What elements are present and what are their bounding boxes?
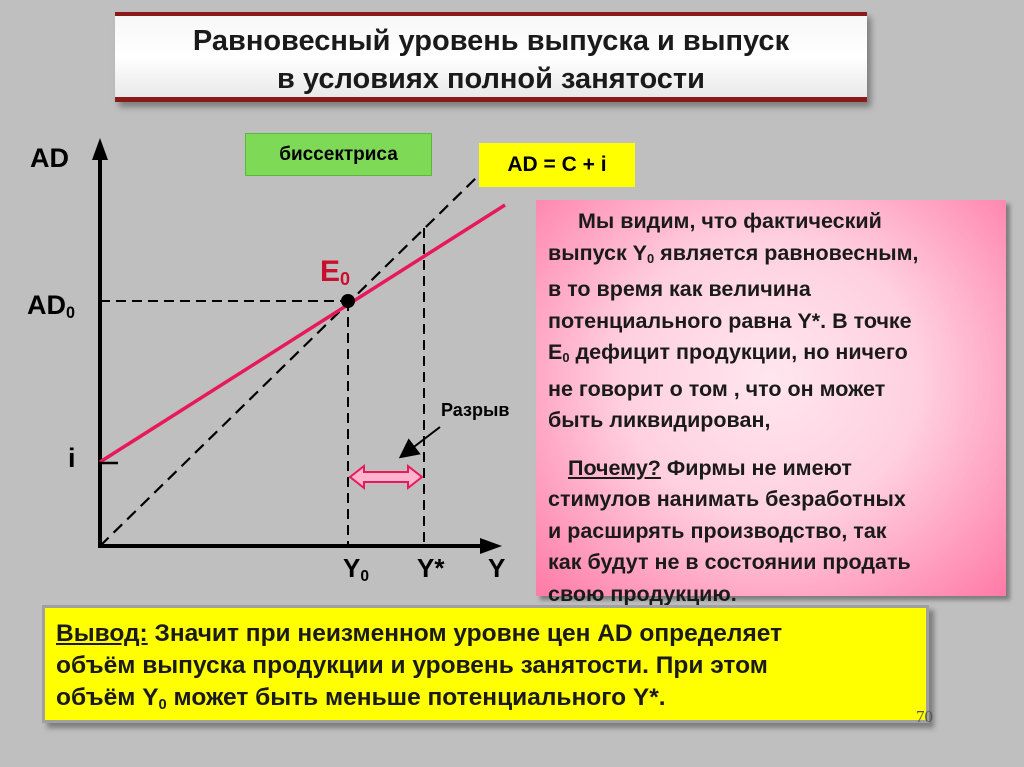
conclusion-label: Вывод: [56, 620, 148, 647]
explanation-line: быть ликвидирован, [548, 408, 771, 432]
explanation-line: свою продукцию. [548, 581, 737, 606]
gap-double-arrow [350, 466, 422, 488]
title-line-1: Равновесный уровень выпуска и выпуск [192, 25, 790, 57]
equilibrium-label-sub: 0 [340, 269, 351, 289]
explanation-box [536, 200, 1006, 606]
ad-line [100, 205, 505, 462]
conclusion-box [42, 605, 929, 723]
bisector-line [100, 176, 478, 546]
gap-pointer-arrow [402, 427, 440, 456]
y0-label [343, 553, 369, 586]
explanation-text: Фирмы не имеют [660, 455, 852, 480]
explanation-line: и расширять производство, так [548, 518, 887, 543]
bisector-tag: биссектриса [245, 133, 432, 176]
x-axis-label: Y [488, 553, 506, 583]
conclusion-line-2: объём выпуска продукции и уровень занятости. При этом [56, 652, 768, 679]
equilibrium-label [320, 255, 350, 290]
explanation-text: дефицит продукции, но ничего [569, 340, 908, 364]
question-word: Почему? [568, 455, 661, 480]
explanation-sub: 0 [647, 250, 655, 266]
conclusion-text: объём Y [56, 684, 159, 711]
y-axis-arrowhead [92, 138, 108, 160]
ad-line-tag: AD = C + i [479, 143, 635, 187]
explanation-line: стимулов нанимать безработных [548, 487, 906, 511]
ad0-label [27, 290, 75, 323]
conclusion-line-3 [56, 682, 926, 721]
explanation-line: Мы видим, что фактический [578, 209, 882, 233]
page-number: 70 [916, 707, 933, 726]
explanation-text: E [548, 340, 563, 364]
y0-label-main: Y [343, 553, 361, 583]
ystar-label: Y* [417, 553, 445, 583]
explanation-line: потенциального равна Y*. В точке [548, 308, 912, 333]
title-line-2: в условиях полной занятости [277, 63, 705, 95]
conclusion-line-1 [56, 618, 926, 650]
equilibrium-label-main: E [320, 255, 341, 288]
explanation-text: выпуск Y [548, 240, 648, 265]
ad0-label-sub: 0 [66, 304, 76, 322]
explanation-line: в то время как величина [548, 277, 811, 301]
explanation-line [548, 238, 994, 275]
intercept-label: i [68, 443, 76, 473]
explanation-line [548, 453, 994, 485]
equilibrium-point [341, 294, 355, 308]
explanation-text: является равновесным, [654, 240, 919, 265]
conclusion-text: может быть меньше потенциального Y*. [166, 684, 666, 711]
x-axis-arrowhead [480, 538, 502, 554]
gap-label: Разрыв [441, 400, 510, 420]
explanation-sub: 0 [562, 350, 570, 365]
explanation-line: как будут не в состоянии продать [548, 550, 911, 574]
y-axis-label: AD [30, 143, 69, 173]
y0-label-sub: 0 [360, 568, 370, 585]
explanation-line: не говорит о том , что он может [548, 376, 886, 401]
conclusion-text: Значит при неизменном уровне цен AD определяет [147, 620, 783, 647]
explanation-line [548, 337, 994, 374]
ad0-label-main: AD [27, 290, 66, 320]
conclusion-sub: 0 [158, 697, 167, 713]
